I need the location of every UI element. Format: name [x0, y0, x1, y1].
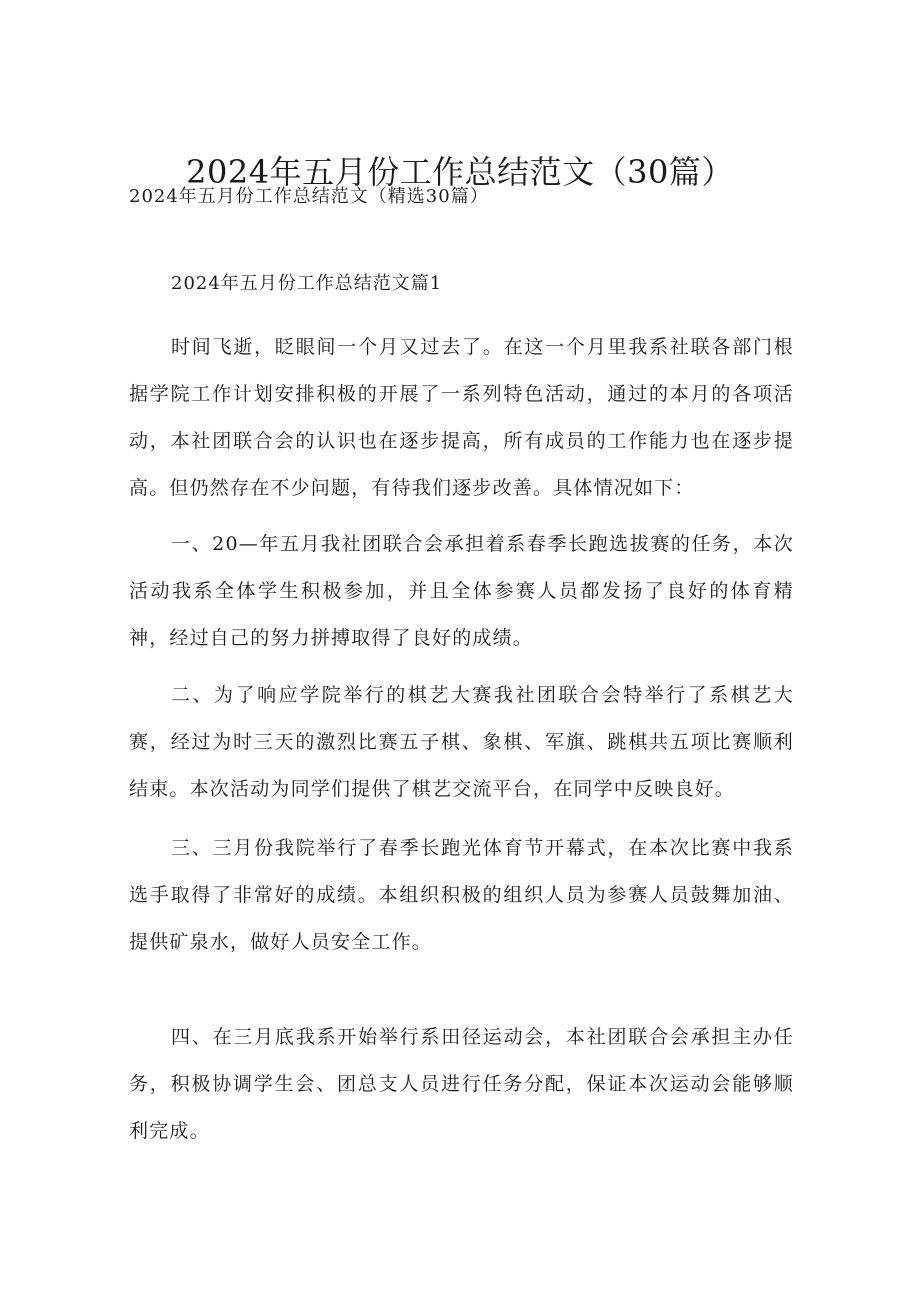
paragraph-item-2: 二、为了响应学院举行的棋艺大赛我社团联合会特举行了系棋艺大赛，经过为时三天的激烈比赛五子棋、象棋、军旗、跳棋共五项比赛顺利结束。本次活动为同学们提供了棋艺交流平台，在同学中反映良好。 [129, 684, 794, 800]
document-title: 2024年五月份工作总结范文（30篇） [186, 153, 734, 191]
paragraph-item-4: 四、在三月底我系开始举行系田径运动会，本社团联合会承担主办任务，积极协调学生会、团总支人员进行任务分配，保证本次运动会能够顺利完成。 [129, 1026, 794, 1142]
paragraph-intro: 时间飞逝，眨眼间一个月又过去了。在这一个月里我系社联各部门根据学院工作计划安排积极的开展了一系列特色活动，通过的本月的各项活动，本社团联合会的认识也在逐步提高，所有成员的工作能力也在逐步提高。但仍然存在不少问题，有待我们逐步改善。具体情况如下： [129, 336, 794, 499]
paragraph-item-1: 一、20—年五月我社团联合会承担着系春季长跑选拔赛的任务，本次活动我系全体学生积极参加，并且全体参赛人员都发扬了良好的体育精神，经过自己的努力拼搏取得了良好的成绩。 [129, 533, 794, 649]
document-subtitle: 2024年五月份工作总结范文（精选30篇） [129, 186, 489, 207]
section-heading: 2024年五月份工作总结范文篇1 [171, 273, 443, 294]
paragraph-item-3: 三、三月份我院举行了春季长跑光体育节开幕式，在本次比赛中我系选手取得了非常好的成绩。本组织积极的组织人员为参赛人员鼓舞加油、提供矿泉水，做好人员安全工作。 [129, 837, 794, 953]
